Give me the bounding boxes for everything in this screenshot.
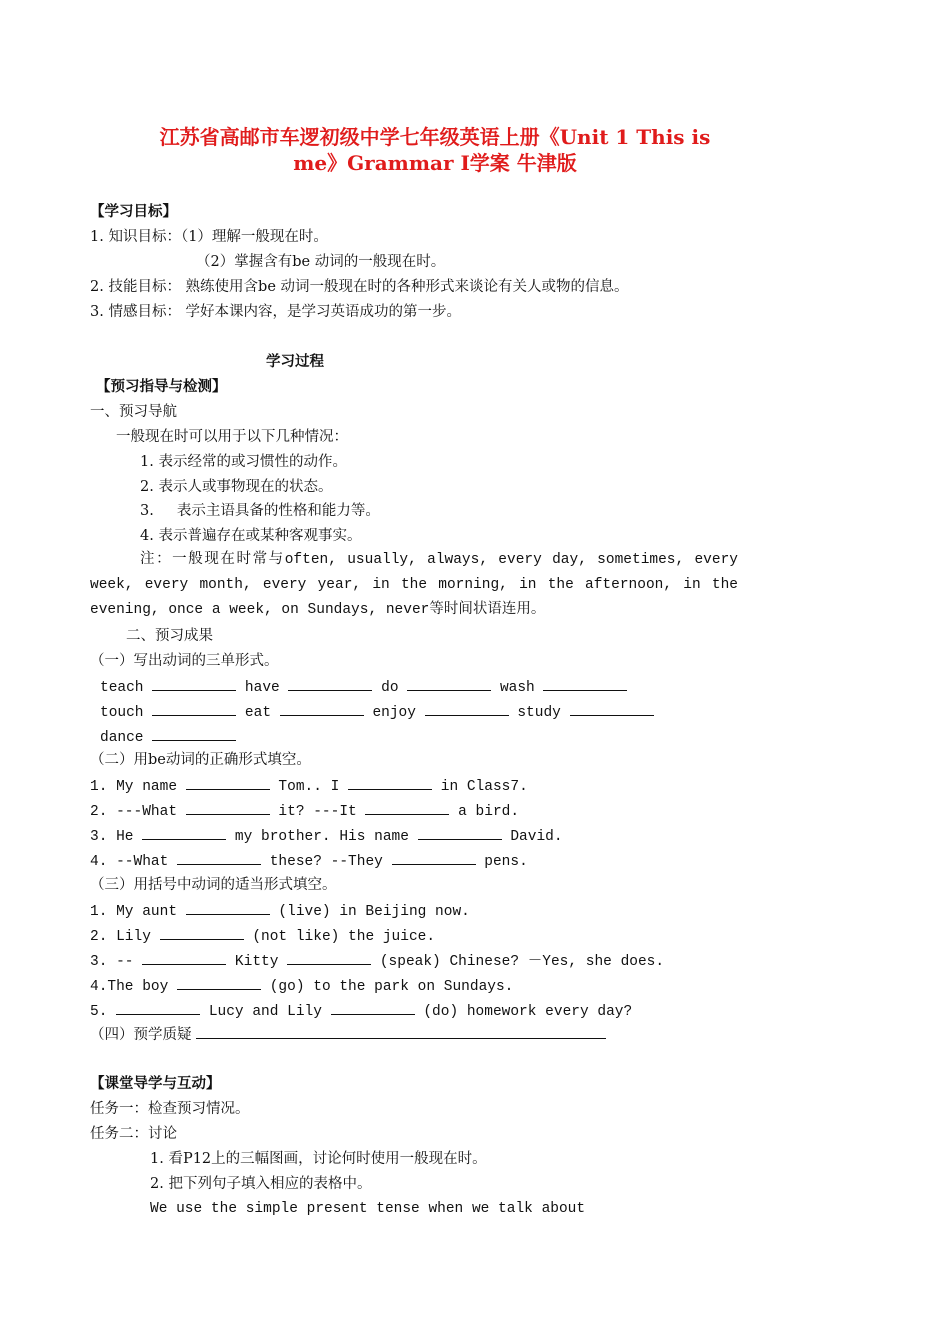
objective-emotion: 3. 情感目标： 学好本课内容，是学习英语成功的第一步。	[90, 304, 462, 320]
answer-blank[interactable]	[418, 825, 502, 840]
usage-item: 2. 表示人或事物现在的状态。	[140, 479, 333, 495]
question-text: in Class7.	[440, 779, 528, 795]
exercise-question	[90, 975, 513, 997]
question-text: 4.	[90, 979, 108, 995]
answer-blank[interactable]	[280, 701, 364, 716]
question-text: Kitty	[234, 954, 279, 970]
verb-row	[100, 726, 236, 748]
part3-heading: （三）用括号中动词的适当形式填空。	[90, 877, 337, 893]
verb-row	[100, 676, 627, 698]
question-text: these? --They	[269, 854, 383, 870]
question-text: it? ---It	[278, 804, 357, 820]
question-text: The boy	[107, 979, 169, 995]
example-sentence: We use the simple present tense when we talk about	[150, 1201, 586, 1217]
question-text: (do) homework every day?	[423, 1004, 633, 1020]
answer-blank[interactable]	[177, 850, 261, 865]
question-text: pens.	[484, 854, 528, 870]
question-text: 4. --What	[90, 854, 169, 870]
discussion-step: 2. 把下列句子填入相应的表格中。	[150, 1176, 372, 1192]
answer-blank[interactable]	[570, 701, 654, 716]
question-text: 3. He	[90, 829, 134, 845]
answer-blank[interactable]	[331, 1000, 415, 1015]
usage-item: 3. 表示主语具备的性格和能力等。	[140, 503, 380, 519]
part4-row	[90, 1024, 606, 1045]
exercise-question	[90, 850, 528, 872]
question-text: Lucy and Lily	[208, 1004, 322, 1020]
classroom-heading: 【课堂导学与互动】	[90, 1075, 221, 1092]
question-text: a bird.	[458, 804, 520, 820]
verb-label: teach	[100, 680, 144, 696]
part2-heading: （二）用be动词的正确形式填空。	[90, 752, 311, 768]
question-text: (not like) the juice.	[252, 929, 436, 945]
question-text: 1. My aunt	[90, 904, 178, 920]
answer-blank[interactable]	[365, 800, 449, 815]
process-heading: 学习过程	[266, 353, 324, 370]
verb-label: eat	[244, 705, 272, 721]
answer-blank[interactable]	[407, 676, 491, 691]
preview-heading: 【预习指导与检测】	[96, 378, 227, 395]
verb-label: wash	[499, 680, 535, 696]
question-text: Tom.. I	[278, 779, 340, 795]
answer-blank[interactable]	[152, 676, 236, 691]
exercise-question	[90, 900, 470, 922]
preview-nav: 一、预习导航	[90, 404, 177, 420]
discussion-step: 1. 看P12上的三幅图画，讨论何时使用一般现在时。	[150, 1151, 487, 1167]
question-text: my brother. His name	[234, 829, 409, 845]
answer-blank[interactable]	[152, 726, 236, 741]
document-title-line2: me》Grammar I学案 牛津版	[293, 151, 577, 175]
verb-label: enjoy	[372, 705, 416, 721]
part1-heading: （一）写出动词的三单形式。	[90, 653, 279, 669]
question-text: 2. ---What	[90, 804, 178, 820]
exercise-question	[90, 775, 528, 797]
answer-blank[interactable]	[152, 701, 236, 716]
answer-blank[interactable]	[142, 825, 226, 840]
answer-blank[interactable]	[425, 701, 509, 716]
question-answer-line[interactable]	[196, 1024, 606, 1039]
answer-blank[interactable]	[177, 975, 261, 990]
answer-blank[interactable]	[186, 775, 270, 790]
exercise-question	[90, 1000, 632, 1022]
question-text: (speak) Chinese? －Yes, she does.	[379, 954, 665, 970]
verb-label: touch	[100, 705, 144, 721]
answer-blank[interactable]	[392, 850, 476, 865]
question-text: 2. Lily	[90, 929, 151, 945]
answer-blank[interactable]	[116, 1000, 200, 1015]
answer-blank[interactable]	[186, 800, 270, 815]
usage-item: 4. 表示普遍存在或某种客观事实。	[140, 528, 362, 544]
answer-blank[interactable]	[348, 775, 432, 790]
question-text: 5.	[90, 1004, 108, 1020]
objective-knowledge-2: （2）掌握含有be 动词的一般现在时。	[196, 254, 446, 270]
verb-label: do	[381, 680, 399, 696]
question-text: 3. --	[90, 954, 134, 970]
question-text: (go) to the park on Sundays.	[269, 979, 514, 995]
answer-blank[interactable]	[186, 900, 270, 915]
answer-blank[interactable]	[287, 950, 371, 965]
verb-label: dance	[100, 730, 144, 746]
verb-label: have	[244, 680, 280, 696]
answer-blank[interactable]	[288, 676, 372, 691]
answer-blank[interactable]	[543, 676, 627, 691]
usage-item: 1. 表示经常的或习惯性的动作。	[140, 454, 347, 470]
usage-note: 注：一般现在时常与often, usually, always, every day, sometimes, every week, every month, every year, in the morning, in the afternoon, in the evening, once a week, on Sundays, never等时间状语连用。	[90, 552, 738, 618]
preview-results: 二、预习成果	[126, 628, 213, 644]
exercise-question	[90, 925, 435, 947]
question-text: (live) in Beijing now.	[278, 904, 470, 920]
task-one: 任务一：检查预习情况。	[90, 1101, 250, 1117]
question-text: David.	[510, 829, 563, 845]
document-title-line1: 江苏省高邮市车逻初级中学七年级英语上册《Unit 1 This is	[159, 125, 711, 149]
exercise-question	[90, 950, 664, 972]
objective-skill: 2. 技能目标： 熟练使用含be 动词一般现在时的各种形式来谈论有关人或物的信息。	[90, 279, 629, 295]
task-two: 任务二：讨论	[90, 1126, 177, 1142]
verb-label: study	[517, 705, 561, 721]
preview-intro: 一般现在时可以用于以下几种情况：	[116, 429, 348, 445]
answer-blank[interactable]	[142, 950, 226, 965]
answer-blank[interactable]	[160, 925, 244, 940]
verb-row	[100, 701, 654, 723]
question-text: 1. My name	[90, 779, 178, 795]
exercise-question	[90, 825, 563, 847]
objective-knowledge: 1. 知识目标：（1）理解一般现在时。	[90, 229, 328, 245]
objectives-heading: 【学习目标】	[90, 203, 177, 220]
exercise-question	[90, 800, 519, 822]
part4-heading: （四）预学质疑	[90, 1027, 192, 1043]
